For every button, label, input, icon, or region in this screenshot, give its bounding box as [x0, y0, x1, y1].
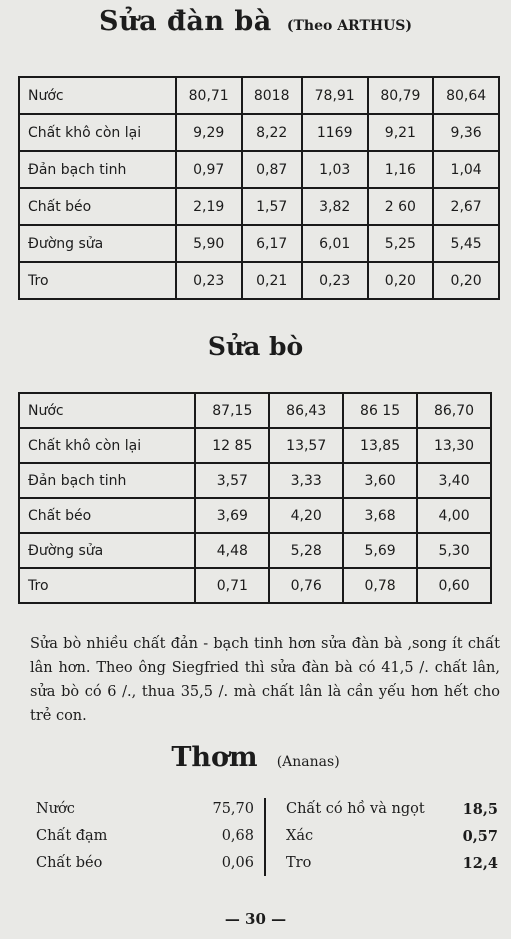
row-label: Đản bạch tinh — [19, 151, 176, 188]
heading-cow-milk: Sửa bò — [207, 332, 304, 361]
table-cell: 1,03 — [302, 151, 368, 188]
heading-pineapple — [0, 742, 511, 773]
cow-milk-table — [18, 392, 492, 604]
table-row — [19, 428, 491, 463]
table-cell: 3,33 — [269, 463, 343, 498]
table-cell: 0,60 — [417, 568, 491, 603]
item-label: Chất béo — [36, 855, 103, 871]
table-cell: 6,17 — [242, 225, 302, 262]
page-number: — 30 — — [224, 910, 287, 928]
table-cell: 80,79 — [368, 77, 434, 114]
table-cell: 9,36 — [433, 114, 499, 151]
row-label: Đản bạch tinh — [19, 463, 195, 498]
table-cell: 8018 — [242, 77, 302, 114]
row-label: Chất khô còn lại — [19, 114, 176, 151]
table-cell: 0,21 — [242, 262, 302, 299]
table-cell: 12 85 — [195, 428, 269, 463]
row-label: Tro — [19, 262, 176, 299]
table-cell: 5,25 — [368, 225, 434, 262]
item-label: Xác — [286, 828, 314, 844]
item-value: 75,70 — [212, 801, 254, 817]
item-label: Chất có hồ và ngọt — [286, 801, 425, 817]
table-cell: 1169 — [302, 114, 368, 151]
table-row — [19, 77, 499, 114]
table-cell: 1,04 — [433, 151, 499, 188]
item-value: 0,57 — [462, 828, 498, 845]
table-cell: 5,90 — [176, 225, 242, 262]
table-cell: 9,29 — [176, 114, 242, 151]
table-cell: 13,85 — [343, 428, 417, 463]
table-cell: 13,30 — [417, 428, 491, 463]
row-label: Tro — [19, 568, 195, 603]
table-row — [19, 151, 499, 188]
list-item — [36, 850, 254, 877]
list-item — [286, 796, 498, 823]
table-cell: 4,20 — [269, 498, 343, 533]
item-label: Nước — [36, 801, 75, 817]
table-cell: 9,21 — [368, 114, 434, 151]
row-label: Đường sửa — [19, 225, 176, 262]
table-cell: 3,40 — [417, 463, 491, 498]
table-cell: 80,64 — [433, 77, 499, 114]
table-cell: 3,60 — [343, 463, 417, 498]
row-label: Chất béo — [19, 188, 176, 225]
row-label: Chất khô còn lại — [19, 428, 195, 463]
item-label: Tro — [286, 855, 312, 871]
column-divider — [264, 798, 266, 876]
table-cell: 2 60 — [368, 188, 434, 225]
table-cell: 0,97 — [176, 151, 242, 188]
table-row — [19, 568, 491, 603]
table-cell: 86,70 — [417, 393, 491, 428]
table-cell: 87,15 — [195, 393, 269, 428]
table-row — [19, 393, 491, 428]
row-label: Chất béo — [19, 498, 195, 533]
table-row — [19, 498, 491, 533]
table-row — [19, 225, 499, 262]
table-cell: 0,71 — [195, 568, 269, 603]
table-cell: 0,76 — [269, 568, 343, 603]
table-cell: 13,57 — [269, 428, 343, 463]
item-label: Chất đạm — [36, 828, 108, 844]
list-item — [286, 823, 498, 850]
table-cell: 0,20 — [368, 262, 434, 299]
table-cell: 0,78 — [343, 568, 417, 603]
pineapple-left-list — [36, 796, 254, 877]
table-cell: 2,67 — [433, 188, 499, 225]
item-value: 0,68 — [221, 828, 254, 844]
table-cell: 5,28 — [269, 533, 343, 568]
table-row — [19, 533, 491, 568]
table-cell: 6,01 — [302, 225, 368, 262]
item-value: 12,4 — [462, 855, 498, 872]
table-cell: 3,82 — [302, 188, 368, 225]
table-cell: 3,68 — [343, 498, 417, 533]
table-cell: 4,00 — [417, 498, 491, 533]
heading-human-milk — [0, 6, 511, 37]
list-item — [286, 850, 498, 877]
table-cell: 3,69 — [195, 498, 269, 533]
table-cell: 5,69 — [343, 533, 417, 568]
item-value: 0,06 — [221, 855, 254, 871]
table-cell: 86 15 — [343, 393, 417, 428]
table-cell: 0,23 — [302, 262, 368, 299]
table-row — [19, 463, 491, 498]
heading-human-milk-title: Sửa đàn bà — [98, 6, 272, 37]
table-cell: 5,45 — [433, 225, 499, 262]
table-cell: 2,19 — [176, 188, 242, 225]
row-label: Nước — [19, 77, 176, 114]
table-cell: 1,57 — [242, 188, 302, 225]
pineapple-right-list — [286, 796, 498, 877]
list-item — [36, 796, 254, 823]
table-cell: 5,30 — [417, 533, 491, 568]
table-cell: 4,48 — [195, 533, 269, 568]
table-cell: 78,91 — [302, 77, 368, 114]
row-label: Nước — [19, 393, 195, 428]
table-cell: 0,20 — [433, 262, 499, 299]
row-label: Đường sửa — [19, 533, 195, 568]
human-milk-table — [18, 76, 500, 300]
table-cell: 1,16 — [368, 151, 434, 188]
heading-pineapple-title: Thơm — [171, 742, 258, 773]
table-cell: 0,23 — [176, 262, 242, 299]
item-value: 18,5 — [462, 801, 498, 818]
table-cell: 86,43 — [269, 393, 343, 428]
list-item — [36, 823, 254, 850]
table-cell: 8,22 — [242, 114, 302, 151]
table-row — [19, 114, 499, 151]
heading-source: (Theo ARTHUS) — [286, 18, 413, 34]
table-cell: 0,87 — [242, 151, 302, 188]
table-row — [19, 262, 499, 299]
table-cell: 3,57 — [195, 463, 269, 498]
body-paragraph: Sửa bò nhiều chất đản - bạch tinh hơn sửa đàn bà ,song ít chất lân hơn. Theo ông Siegfried thì sửa đàn bà có 41,5 /. chất lân, sửa bò có 6 /., thua 35,5 /. mà chất lân là cần yếu hơn hết cho trẻ con. — [30, 636, 500, 724]
table-row — [19, 188, 499, 225]
table-cell: 80,71 — [176, 77, 242, 114]
heading-pineapple-subtitle: (Ananas) — [276, 754, 340, 770]
